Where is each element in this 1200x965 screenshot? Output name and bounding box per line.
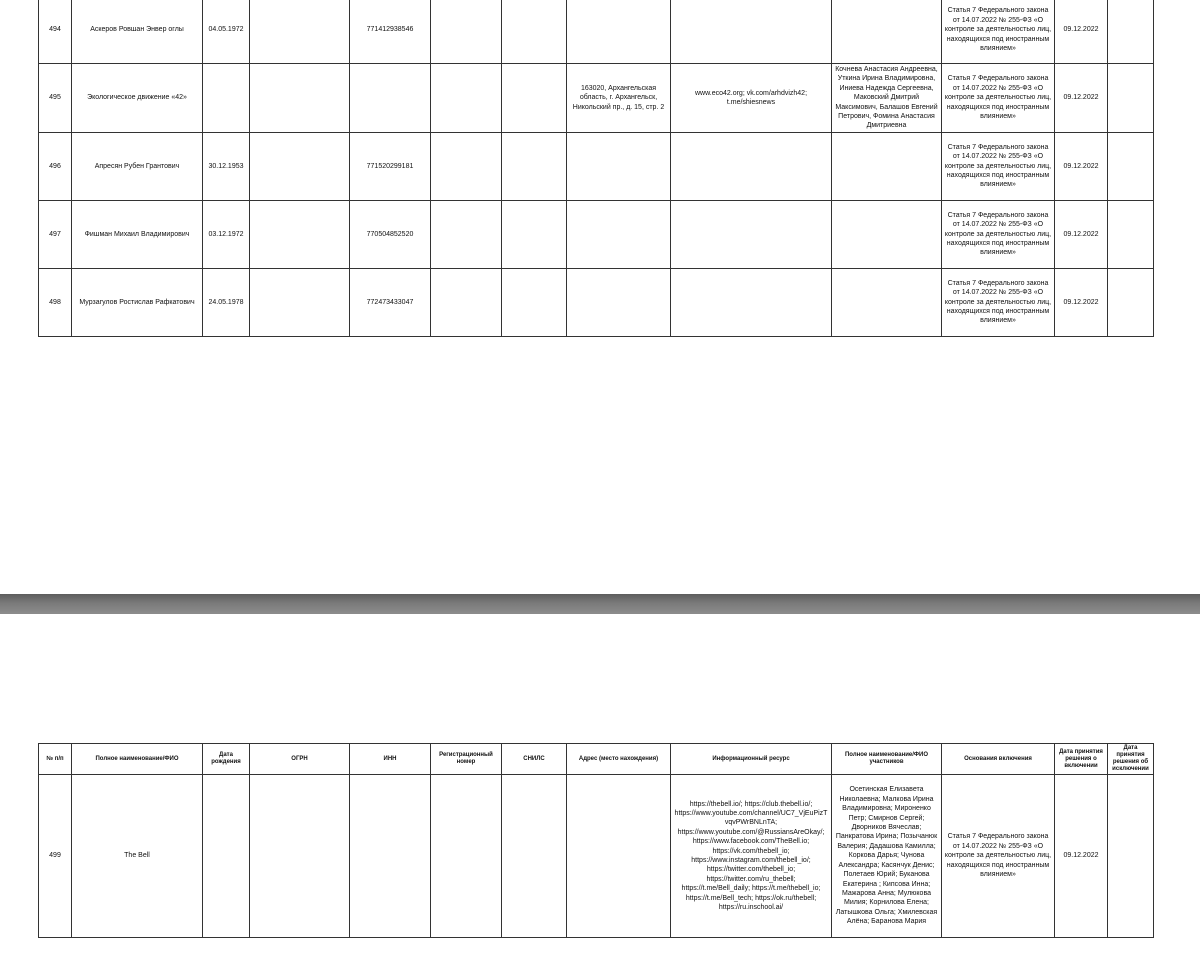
cell-snils <box>502 132 567 200</box>
cell-basis: Статья 7 Федерального закона от 14.07.2022 № 255-ФЗ «О контроле за деятельностью лиц, находящихся под иностранным влиянием» <box>942 0 1055 64</box>
cell-num: 497 <box>39 200 72 268</box>
cell-num: 496 <box>39 132 72 200</box>
document-page-bottom <box>0 614 1200 965</box>
table-row <box>39 200 1154 268</box>
header-address: Адрес (место нахождения) <box>567 744 671 775</box>
cell-reg <box>431 775 502 938</box>
header-members: Полное наименование/ФИО участников <box>832 744 942 775</box>
cell-date-excl <box>1108 200 1154 268</box>
header-date-incl: Дата принятия решения о включении <box>1055 744 1108 775</box>
cell-ogrn <box>250 132 350 200</box>
cell-reg <box>431 200 502 268</box>
cell-snils <box>502 775 567 938</box>
cell-ogrn <box>250 268 350 336</box>
cell-date-excl <box>1108 64 1154 133</box>
cell-members: Кочнева Анастасия Андреевна, Уткина Ирина Владимировна, Иниева Надежда Сергеевна, Маковский Дмитрий Максимович, Балашов Евгений Петрович, Фомина Анастасия Дмитриевна <box>832 64 942 133</box>
cell-basis: Статья 7 Федерального закона от 14.07.2022 № 255-ФЗ «О контроле за деятельностью лиц, находящихся под иностранным влиянием» <box>942 775 1055 938</box>
cell-resource <box>671 200 832 268</box>
cell-date-excl <box>1108 132 1154 200</box>
cell-name: Аскеров Ровшан Энвер оглы <box>72 0 203 64</box>
registry-table-top <box>38 0 1154 337</box>
cell-date-incl: 09.12.2022 <box>1055 775 1108 938</box>
cell-inn: 771412938546 <box>350 0 431 64</box>
cell-name: Экологическое движение «42» <box>72 64 203 133</box>
cell-snils <box>502 0 567 64</box>
cell-date-incl: 09.12.2022 <box>1055 200 1108 268</box>
cell-basis: Статья 7 Федерального закона от 14.07.2022 № 255-ФЗ «О контроле за деятельностью лиц, находящихся под иностранным влиянием» <box>942 268 1055 336</box>
header-date-excl: Дата принятия решения об исключении <box>1108 744 1154 775</box>
cell-date-excl <box>1108 268 1154 336</box>
cell-members <box>832 132 942 200</box>
cell-inn: 771520299181 <box>350 132 431 200</box>
cell-address <box>567 200 671 268</box>
cell-date-incl: 09.12.2022 <box>1055 64 1108 133</box>
cell-address <box>567 268 671 336</box>
cell-resource: https://thebell.io/; https://club.thebell.io/; https://www.youtube.com/channel/UC7_VjEuPizT vqvPWrBNLnTA; https://www.youtube.com/@RussiansAreOkay/; https://www.facebook.com/TheBell.io; https://vk.com/thebell_io; https://www.instagram.com/thebell_io/; https://twitter.com/thebell_io; https://twitter.com/ru_thebell; https://t.me/Bell_daily; https://t.me/thebell_io; https://t.me/Bell_tech; https://ok.ru/thebell; https://ru.inschool.ai/ <box>671 775 832 938</box>
cell-resource <box>671 0 832 64</box>
cell-reg <box>431 0 502 64</box>
cell-snils <box>502 200 567 268</box>
cell-reg <box>431 64 502 133</box>
cell-num: 495 <box>39 64 72 133</box>
table-row <box>39 775 1154 938</box>
cell-ogrn <box>250 64 350 133</box>
registry-table-bottom <box>38 743 1154 938</box>
cell-inn <box>350 64 431 133</box>
cell-ogrn <box>250 775 350 938</box>
page-separator <box>0 594 1200 614</box>
cell-birth: 30.12.1953 <box>203 132 250 200</box>
cell-resource: www.eco42.org; vk.com/arhdvizh42; t.me/shiesnews <box>671 64 832 133</box>
cell-address: 163020, Архангельская область, г. Архангельск, Никольский пр., д. 15, стр. 2 <box>567 64 671 133</box>
cell-members: Осетинская Елизавета Николаевна; Малкова Ирина Владимировна; Мироненко Петр; Смирнов Сергей; Дворников Вячеслав; Панкратова Ирина; Позычанюк Валерия; Дадашова Камилла; Коркова Дарья; Чунова Александра; Касянчук Денис; Полетаев Юрий; Буканова Екатерина ; Кипсова Инна; Мажарова Анна; Мулюкова Милия; Корнилова Елена; Латышкова Ольга; Хмилевская Алёна; Баранова Мария <box>832 775 942 938</box>
cell-inn: 770504852520 <box>350 200 431 268</box>
cell-birth <box>203 64 250 133</box>
cell-members <box>832 268 942 336</box>
header-reg: Регистрационный номер <box>431 744 502 775</box>
cell-members <box>832 200 942 268</box>
cell-resource <box>671 132 832 200</box>
cell-reg <box>431 268 502 336</box>
cell-num: 494 <box>39 0 72 64</box>
cell-name: Фишман Михаил Владимирович <box>72 200 203 268</box>
table-row <box>39 268 1154 336</box>
cell-birth: 04.05.1972 <box>203 0 250 64</box>
cell-inn <box>350 775 431 938</box>
header-basis: Основания включения <box>942 744 1055 775</box>
cell-date-incl: 09.12.2022 <box>1055 0 1108 64</box>
cell-birth: 03.12.1972 <box>203 200 250 268</box>
cell-resource <box>671 268 832 336</box>
cell-basis: Статья 7 Федерального закона от 14.07.2022 № 255-ФЗ «О контроле за деятельностью лиц, находящихся под иностранным влиянием» <box>942 64 1055 133</box>
cell-reg <box>431 132 502 200</box>
header-resource: Информационный ресурс <box>671 744 832 775</box>
header-inn: ИНН <box>350 744 431 775</box>
cell-basis: Статья 7 Федерального закона от 14.07.2022 № 255-ФЗ «О контроле за деятельностью лиц, находящихся под иностранным влиянием» <box>942 200 1055 268</box>
cell-snils <box>502 64 567 133</box>
header-snils: СНИЛС <box>502 744 567 775</box>
cell-date-incl: 09.12.2022 <box>1055 268 1108 336</box>
cell-date-excl <box>1108 0 1154 64</box>
cell-birth: 24.05.1978 <box>203 268 250 336</box>
cell-ogrn <box>250 0 350 64</box>
cell-address <box>567 775 671 938</box>
cell-name: The Bell <box>72 775 203 938</box>
cell-inn: 772473433047 <box>350 268 431 336</box>
cell-birth <box>203 775 250 938</box>
cell-address <box>567 132 671 200</box>
table-row <box>39 0 1154 64</box>
cell-num: 499 <box>39 775 72 938</box>
cell-num: 498 <box>39 268 72 336</box>
header-birth: Дата рождения <box>203 744 250 775</box>
table-header-row <box>39 744 1154 775</box>
table-row <box>39 132 1154 200</box>
cell-name: Мурзагулов Ростислав Рафкатович <box>72 268 203 336</box>
cell-date-excl <box>1108 775 1154 938</box>
cell-name: Апресян Рубен Грантович <box>72 132 203 200</box>
header-num: № п/п <box>39 744 72 775</box>
cell-date-incl: 09.12.2022 <box>1055 132 1108 200</box>
table-row <box>39 64 1154 133</box>
cell-address <box>567 0 671 64</box>
cell-basis: Статья 7 Федерального закона от 14.07.2022 № 255-ФЗ «О контроле за деятельностью лиц, находящихся под иностранным влиянием» <box>942 132 1055 200</box>
cell-ogrn <box>250 200 350 268</box>
header-ogrn: ОГРН <box>250 744 350 775</box>
header-name: Полное наименование/ФИО <box>72 744 203 775</box>
cell-snils <box>502 268 567 336</box>
cell-members <box>832 0 942 64</box>
